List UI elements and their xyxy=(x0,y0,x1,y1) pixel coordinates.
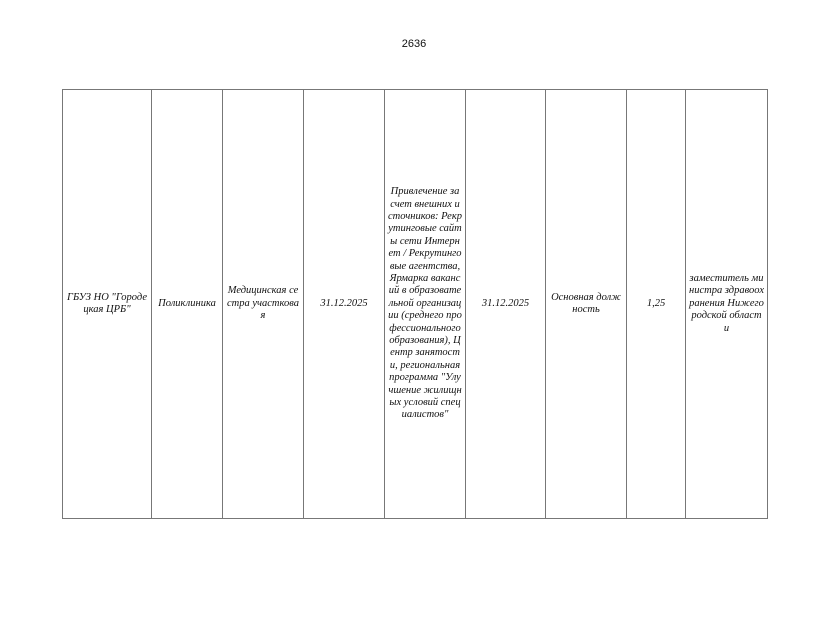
deadline-text: 31.12.2025 xyxy=(481,297,530,309)
organization-text: ГБУЗ НО "Городецкая ЦРБ" xyxy=(67,291,147,315)
page-number: 2636 xyxy=(401,38,427,50)
date-text: 31.12.2025 xyxy=(320,297,368,309)
position-text: Медицинская сестра участковая xyxy=(226,285,300,322)
responsible-cell xyxy=(686,90,768,519)
responsible-text: заместитель министра здравоохранения Нижегородской области xyxy=(689,272,764,334)
organization-cell xyxy=(63,90,152,519)
vacancy-table xyxy=(62,89,768,519)
department-text: Поликлиника xyxy=(158,297,216,309)
department-cell xyxy=(152,90,223,519)
measures-cell xyxy=(385,90,466,519)
position-type-cell xyxy=(546,90,627,519)
position-cell xyxy=(223,90,304,519)
position-type-text: Основная должность xyxy=(551,291,621,315)
rate-cell xyxy=(627,90,686,519)
date-cell xyxy=(304,90,385,519)
measures-text: Привлечение за счет внешних источников: Рекрутинговые сайты сети Интернет / Рекрутинговые агентства, Ярмарка вакансий в образовательной организации (среднего профессионального образования), Центр занятости, региональная программа "Улучшение жилищных условий специалистов" xyxy=(388,186,462,421)
deadline-cell xyxy=(466,90,546,519)
table-row xyxy=(63,90,768,519)
rate-text: 1,25 xyxy=(646,297,666,309)
